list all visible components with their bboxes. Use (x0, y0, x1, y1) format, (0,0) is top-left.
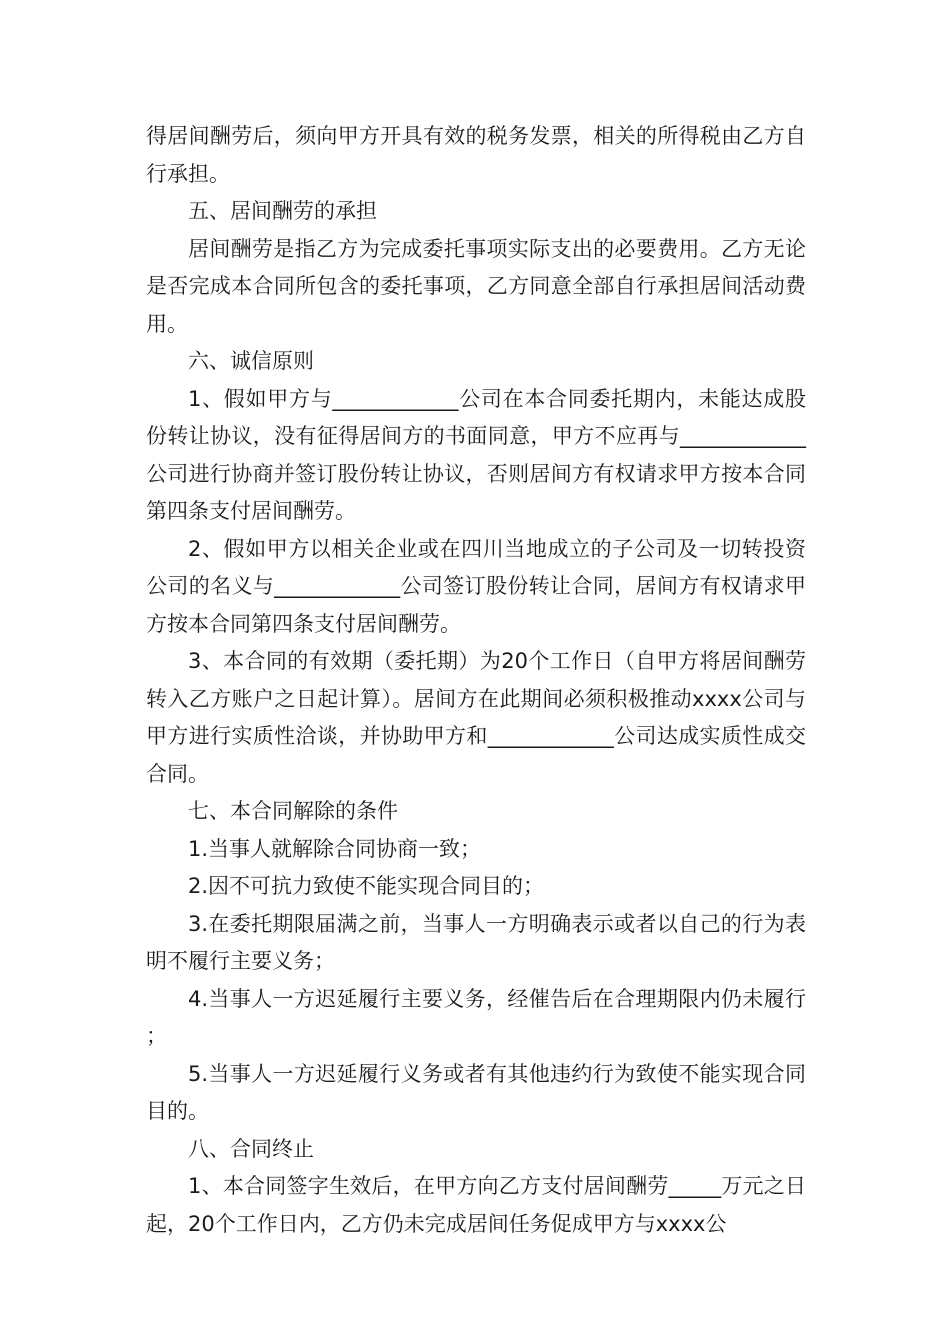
section-heading-7: 七、本合同解除的条件 (188, 799, 398, 823)
section-heading-8: 八、合同终止 (188, 1136, 314, 1161)
section-heading-5: 五、居间酬劳的承担 (188, 199, 377, 223)
paragraph-tax-invoice: 得居间酬劳后，须向甲方开具有效的税务发票，相关的所得税由乙方自行承担。 (146, 124, 806, 186)
paragraph-termination-2: 2.因不可抗力致使不能实现合同目的； (188, 874, 545, 898)
paragraph-termination-5: 5.当事人一方迟延履行义务或者有其他违约行为致使不能实现合同目的。 (146, 1061, 806, 1123)
paragraph-contract-end-1: 1、本合同签字生效后，在甲方向乙方支付居间酬劳_____万元之日起，20个工作日内，乙方仍未完成居间任务促成甲方与xxxx公 (146, 1174, 806, 1236)
paragraph-good-faith-3: 3、本合同的有效期（委托期）为20个工作日（自甲方将居间酬劳转入乙方账户之日起计算）。居间方在此期间必须积极推动xxxx公司与甲方进行实质性洽谈，并协助甲方和____________公司达成实质性成交合同。 (146, 649, 806, 786)
paragraph-termination-4: 4.当事人一方迟延履行主要义务，经催告后在合理期限内仍未履行； (146, 986, 806, 1048)
paragraph-good-faith-1: 1、假如甲方与____________公司在本合同委托期内，未能达成股份转让协议，没有征得居间方的书面同意，甲方不应再与____________公司进行协商并签订股份转让协议，否则居间方有权请求甲方按本合同第四条支付居间酬劳。 (146, 386, 806, 523)
document-body (146, 118, 806, 1243)
section-heading-6: 六、诚信原则 (188, 349, 314, 373)
paragraph-fee-bearing: 居间酬劳是指乙方为完成委托事项实际支出的必要费用。乙方无论是否完成本合同所包含的委托事项，乙方同意全部自行承担居间活动费用。 (146, 236, 806, 336)
paragraph-good-faith-2: 2、假如甲方以相关企业或在四川当地成立的子公司及一切转投资公司的名义与____________公司签订股份转让合同，居间方有权请求甲方按本合同第四条支付居间酬劳。 (146, 536, 806, 636)
paragraph-termination-1: 1.当事人就解除合同协商一致； (188, 836, 482, 861)
paragraph-termination-3: 3.在委托期限届满之前，当事人一方明确表示或者以自己的行为表明不履行主要义务； (146, 911, 806, 973)
